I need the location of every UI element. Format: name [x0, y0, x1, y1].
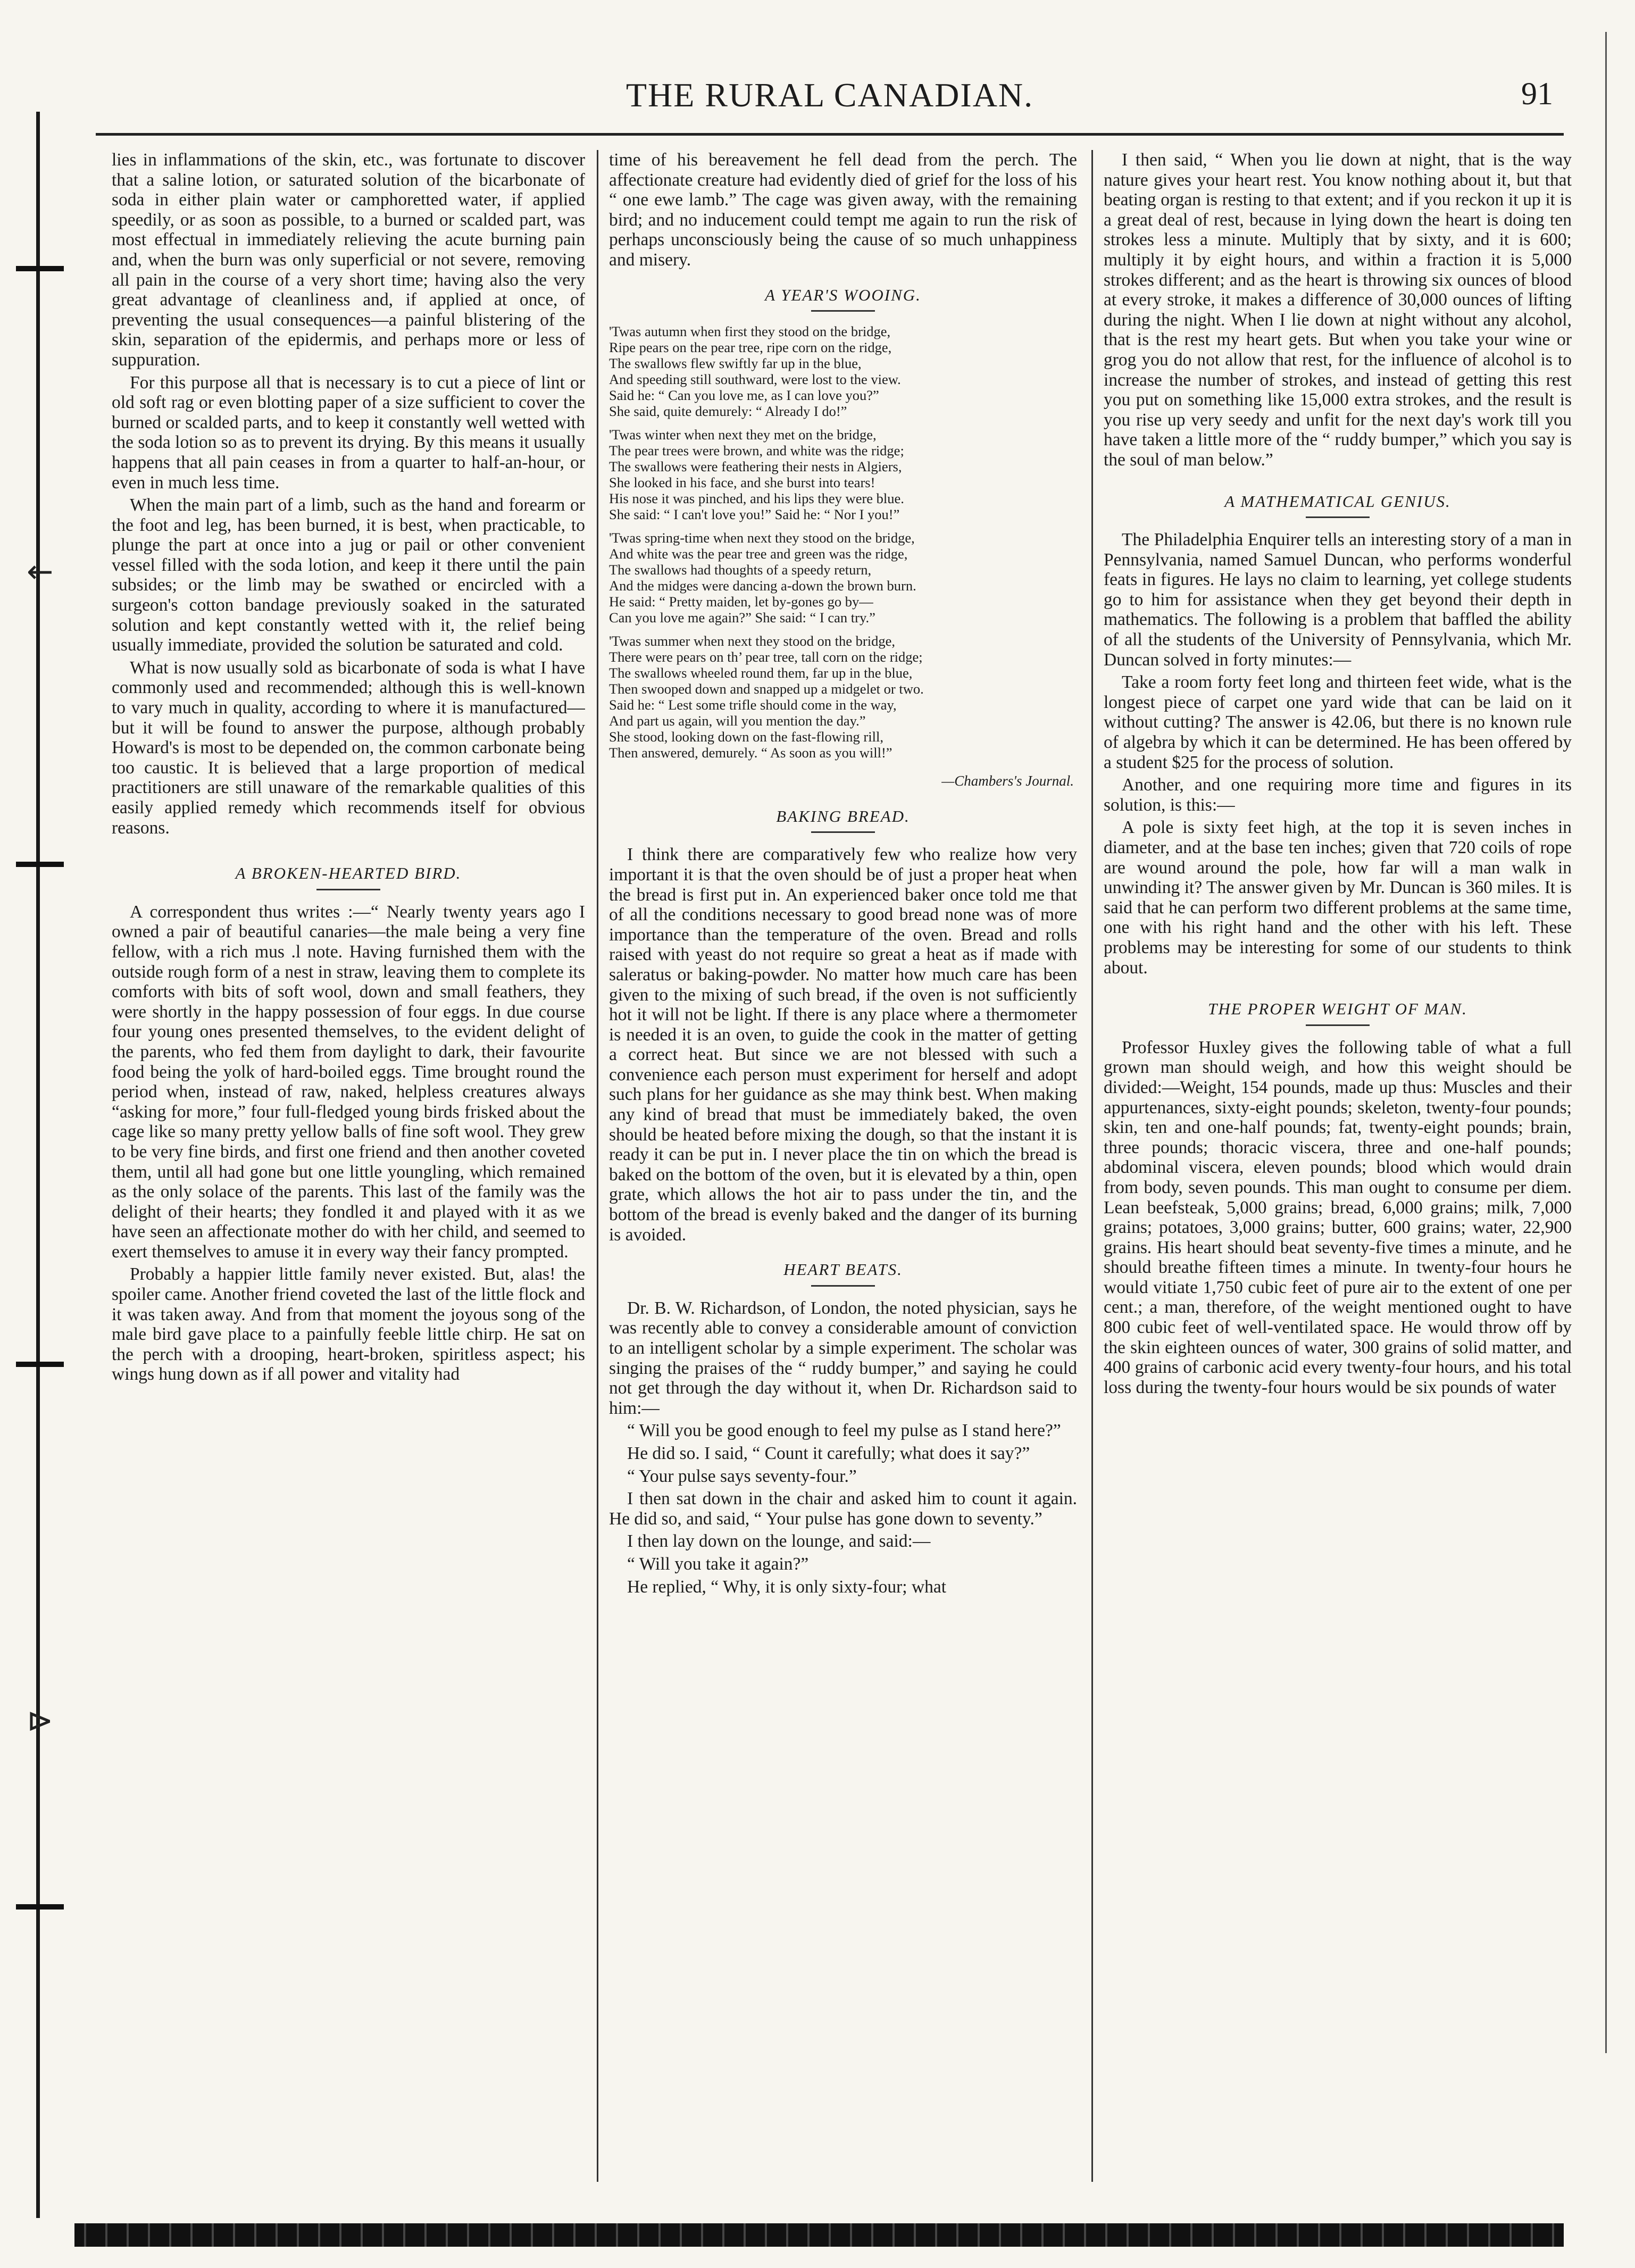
paragraph: When the main part of a limb, such as the hand and forearm or the foot and leg, has been burned, it is best, when practicable, to plunge the part at once into a jug or pail or other convenient vessel filled with the soda lotion, and keep it there until the pain subsides; or the limb may be swathed or encircled with a surgeon's cotton bandage previously soaked in the saturated solution and kept constantly wetted with it, the relief being usually immediate, provided the solution be saturated and cold.	[112, 495, 585, 655]
title-rule	[811, 831, 875, 833]
paragraph: I then sat down in the chair and asked him to count it again. He did so, and said, “ Your pulse has gone down to seventy.”	[609, 1489, 1077, 1529]
section-title: BAKING BREAD.	[776, 806, 910, 826]
paragraph: What is now usually sold as bicarbonate of soda is what I have commonly used and recommended; although this is well-known to vary much in quality, according to where it is manufactured—but it will be found to answer the purpose, although probably Howard's is most to be depended on, the common carbonate being too caustic. It is believed that a large proportion of medical practitioners are still unaware of the remarkable qualities of this easily applied remedy which recommends itself for obvious reasons.	[112, 657, 585, 838]
margin-arrow-icon: ←	[27, 553, 54, 590]
poem-stanza	[609, 633, 1077, 761]
margin-tick	[16, 1904, 64, 1910]
paragraph: I then lay down on the lounge, and said:—	[627, 1531, 931, 1552]
paragraph: A correspondent thus writes :—“ Nearly twenty years ago I owned a pair of beautiful canaries—the male being a very fine fellow, with a rich mus .l note. Having furnished them with the outside rough form of a nest in straw, leaving them to complete its comforts with bits of soft wool, down and small feathers, they were shortly in the happy possession of four eggs. In due course four young ones presented themselves, to the evident delight of the parents, who fed them from daylight to dark, their favourite food being the yolk of hard-boiled eggs. Time brought round the period when, instead of raw, naked, helpless creatures always “asking for more,” four full-fledged young birds frisked about the cage like so many pretty yellow balls of fine soft wool. They grew to be very fine birds, and first one friend and then another coveted them, until all had gone but one little youngling, which remained as the only solace of the parents. This last of the family was the delight of their hearts; they fondled it and played with it as we have seen an affectionate mother do with her child, and seemed to exert themselves to amuse it in every way their fancy prompted.	[112, 902, 585, 1262]
paragraph: time of his bereavement he fell dead from the perch. The affectionate creature had evidently died of grief for the loss of his “ one ewe lamb.” The cage was given away, with the remaining bird; and no inducement could tempt me again to run the risk of perhaps unconsciously being the cause of so much unhappiness and misery.	[609, 150, 1077, 270]
poem-line: Said he: “ Lest some trifle should come in the way,	[609, 697, 897, 713]
paragraph: Take a room forty feet long and thirteen feet wide, what is the longest piece of carpet one yard wide that can be laid on it without cutting? The answer is 42.06, but there is no known rule of algebra by which it can be determined. He has been offered by a student $25 for the process of solution.	[1104, 672, 1572, 772]
column-divider	[1091, 150, 1093, 2182]
column-3	[1104, 150, 1572, 2182]
paragraph: lies in inflammations of the skin, etc., was fortunate to discover that a saline lotion, or saturated solution of the bicarbonate of soda in either plain water or camphoretted water, if applied speedily, or as soon as possible, to a burned or scalded part, was most effectual in immediately relieving the acute burning pain and, when the burn was only superficial or not severe, removing all pain in the course of a very short time; having also the very great advantage of cleanliness and, if applied at once, of preventing the usual consequences—a painful blistering of the skin, separation of the epidermis, and perhaps more or less of suppuration.	[112, 150, 585, 370]
paragraph: I then said, “ When you lie down at night, that is the way nature gives your heart rest. You know nothing about it, but that beating organ is resting to that extent; and if you reckon it up it is a great deal of rest, because in lying down the heart is doing ten strokes less a minute. Multiply that by sixty, and it is 600; multiply it by eight hours, and within a fraction it is 5,000 strokes different; and as the heart is throwing six ounces of blood at every stroke, it makes a difference of 30,000 ounces of lifting during the night. When I lie down at night without any alcohol, that is the rest my heart gets. But when you take your wine or grog you do not allow that rest, for the influence of alcohol is to increase the number of strokes, and instead of getting this rest you put on something like 15,000 extra strokes, and the result is you rise up very seedy and unfit for the next day's work till you have taken a little more of the “ ruddy bumper,” which you say is the soul of man below.”	[1104, 150, 1572, 470]
paragraph: Professor Huxley gives the following table of what a full grown man should weigh, and how this weight should be divided:—Weight, 154 pounds, made up thus: Muscles and their appurtenances, sixty-eight pounds; skeleton, twenty-four pounds; skin, ten and one-half pounds; fat, twenty-eight pounds; brain, three pounds; thoracic viscera, three and one-half pounds; abdominal viscera, eleven pounds; blood which would drain from body, seven pounds. This man ought to consume per diem. Lean beefsteak, 5,000 grains; bread, 6,000 grains; milk, 7,000 grains; potatoes, 3,000 grains; butter, 600 grains; water, 22,900 grains. His heart should beat seventy-five times a minute, and he should breathe fifteen times a minute. In twenty-four hours he would vitiate 1,750 cubic feet of pure air to the extent of one per cent.; a man, therefore, of the weight mentioned ought to have 800 cubic feet of well-ventilated space. He would throw off by the skin eighteen ounces of water, 300 grains of solid matter, and 400 grains of carbonic acid every twenty-four hours, and his total loss during the twenty-four hours would be six pounds of water	[1104, 1037, 1572, 1397]
poem-line: 'Twas autumn when first they stood on the bridge,	[609, 323, 891, 340]
column-1	[112, 150, 585, 2182]
title-rule	[811, 310, 875, 312]
title-rule	[316, 889, 380, 890]
poem-line: The swallows had thoughts of a speedy return,	[609, 562, 872, 578]
poem-line: His nose it was pinched, and his lips they were blue.	[609, 490, 904, 507]
paragraph: He replied, “ Why, it is only sixty-four; what	[627, 1577, 947, 1597]
paragraph: Dr. B. W. Richardson, of London, the noted physician, says he was recently able to convey a considerable amount of conviction to an intelligent scholar by a simple experiment. The scholar was singing the praises of the “ ruddy bumper,” and saying he could not get through the day without it, when Dr. Richardson said to him:—	[609, 1298, 1077, 1418]
poem-line: And the midges were dancing a-down the brown burn.	[609, 578, 916, 594]
poem-line: She stood, looking down on the fast-flowing rill,	[609, 729, 883, 745]
poem-stanza	[609, 427, 1077, 522]
poem-line: The pear trees were brown, and white was the ridge;	[609, 443, 904, 459]
paragraph: The Philadelphia Enquirer tells an interesting story of a man in Pennsylvania, named Samuel Duncan, who performs wonderful feats in figures. He lays no claim to learning, yet college students go to him for assistance when they get beyond their depth in mathematics. The following is a problem that baffled the ability of all the students of the University of Pennsylvania, which Mr. Duncan solved in forty minutes:—	[1104, 530, 1572, 670]
paragraph: A pole is sixty feet high, at the top it is seven inches in diameter, and at the base ten inches; given that 720 coils of rope are wound around the pole, how far will a man walk in unwinding it? The answer given by Mr. Duncan is 360 miles. It is said that he can perform two different problems at the same time, one with his right hand and the other with his left. These problems may be interesting for some of our students to think about.	[1104, 818, 1572, 978]
margin-tick	[16, 266, 64, 271]
column-divider	[597, 150, 598, 2182]
poem	[609, 323, 1077, 761]
poem-stanza	[609, 530, 1077, 626]
poem-line: Then swooped down and snapped up a midgelet or two.	[609, 681, 924, 697]
poem-line: Said he: “ Can you love me, as I can love you?”	[609, 387, 879, 404]
right-margin-rule	[1605, 32, 1607, 2053]
poem-line: 'Twas spring-time when next they stood on the bridge,	[609, 530, 915, 546]
poem-line: He said: “ Pretty maiden, let by-gones go by—	[609, 594, 873, 610]
poem-title: A YEAR'S WOOING.	[765, 285, 921, 304]
paragraph: For this purpose all that is necessary is to cut a piece of lint or old soft rag or even blotting paper of a size sufficient to cover the burned or scalded parts, and to keep it constantly well wetted with the soda lotion so as to prevent its drying. By this means it usually happens that all pain ceases in from a quarter to half-an-hour, or even in much less time.	[112, 372, 585, 493]
margin-tick	[16, 1362, 64, 1367]
column-2	[609, 150, 1077, 2182]
poem-line: And speeding still southward, were lost to the view.	[609, 371, 901, 388]
page-header	[106, 76, 1553, 123]
poem-line: Ripe pears on the pear tree, ripe corn on the ridge,	[609, 339, 892, 356]
paragraph: Probably a happier little family never existed. But, alas! the spoiler came. Another friend coveted the last of the little flock and it was taken away. And from that moment the joyous song of the male bird gave place to a painfully feeble little chirp. He sat on the perch with a drooping, heart-broken, spiritless aspect; his wings hung down as if all power and vitality had	[112, 1264, 585, 1385]
poem-line: The swallows flew swiftly far up in the blue,	[609, 355, 862, 372]
poem-line: She said: “ I can't love you!” Said he: “ Nor I you!”	[609, 506, 900, 523]
poem-line: The swallows were feathering their nests in Algiers,	[609, 458, 902, 475]
margin-pointer-icon: ⊳	[27, 1702, 54, 1739]
poem-line: The swallows wheeled round them, far up in the blue,	[609, 665, 913, 681]
poem-stanza	[609, 323, 1077, 419]
title-rule	[811, 1285, 875, 1287]
margin-tick	[16, 862, 64, 867]
section-title: HEART BEATS.	[783, 1260, 903, 1279]
poem-line: And white was the pear tree and green was the ridge,	[609, 546, 908, 562]
header-rule	[96, 133, 1564, 136]
poem-line: And part us again, will you mention the day.”	[609, 713, 866, 729]
poem-line: 'Twas summer when next they stood on the bridge,	[609, 633, 895, 649]
poem-line: 'Twas winter when next they met on the bridge,	[609, 427, 877, 443]
paragraph: “ Will you take it again?”	[627, 1554, 809, 1574]
title-rule	[1306, 516, 1370, 518]
section-title: A BROKEN-HEARTED BIRD.	[235, 864, 462, 883]
paragraph: I think there are comparatively few who realize how very important it is that the oven should be of just a proper heat when the bread is first put in. An experienced baker once told me that of all the conditions necessary to good bread none was of more importance than the temperature of the oven. Bread and rolls raised with yeast do not require so great a heat as if made with saleratus or baking-powder. No matter how much care has been given to the mixing of such bread, if the oven is not sufficiently hot it will not be light. If there is any place where a thermometer is needed it is an oven, to guide the cook in the matter of getting a correct heat. But since we are not blessed with such a convenience each person must experiment for herself and adopt such plans for her guidance as she may think best. When making any kind of bread that must be immediately baked, the oven should be heated before mixing the dough, so that the instant it is ready it can be put in. I never place the tin on which the bread is baked on the bottom of the oven, but it is elevated by a thin, open grate, which allows the hot air to pass under the tin, and the bottom of the bread is evenly baked and the danger of its burning is avoided.	[609, 845, 1077, 1245]
paragraph: “ Your pulse says seventy-four.”	[627, 1466, 857, 1486]
torn-bottom-edge	[74, 2223, 1564, 2247]
poem-line: Then answered, demurely. “ As soon as you will!”	[609, 745, 892, 761]
paragraph: He did so. I said, “ Count it carefully; what does it say?”	[627, 1443, 1030, 1463]
poem-line: She looked in his face, and she burst into tears!	[609, 474, 875, 491]
poem-line: Can you love me again?” She said: “ I can try.”	[609, 610, 875, 626]
page-number: 91	[1521, 76, 1553, 111]
paragraph: Another, and one requiring more time and figures in its solution, is this:—	[1104, 775, 1572, 815]
poem-line: There were pears on th’ pear tree, tall corn on the ridge;	[609, 649, 923, 665]
poem-attribution: —Chambers's Journal.	[941, 773, 1074, 789]
section-title: THE PROPER WEIGHT OF MAN.	[1208, 999, 1467, 1019]
paragraph: “ Will you be good enough to feel my pulse as I stand here?”	[627, 1421, 1061, 1441]
section-title: A MATHEMATICAL GENIUS.	[1224, 491, 1451, 511]
title-rule	[1306, 1024, 1370, 1026]
left-margin-rule	[36, 112, 40, 2218]
publication-title: THE RURAL CANADIAN.	[625, 76, 1034, 114]
poem-line: She said, quite demurely: “ Already I do!”	[609, 403, 847, 420]
